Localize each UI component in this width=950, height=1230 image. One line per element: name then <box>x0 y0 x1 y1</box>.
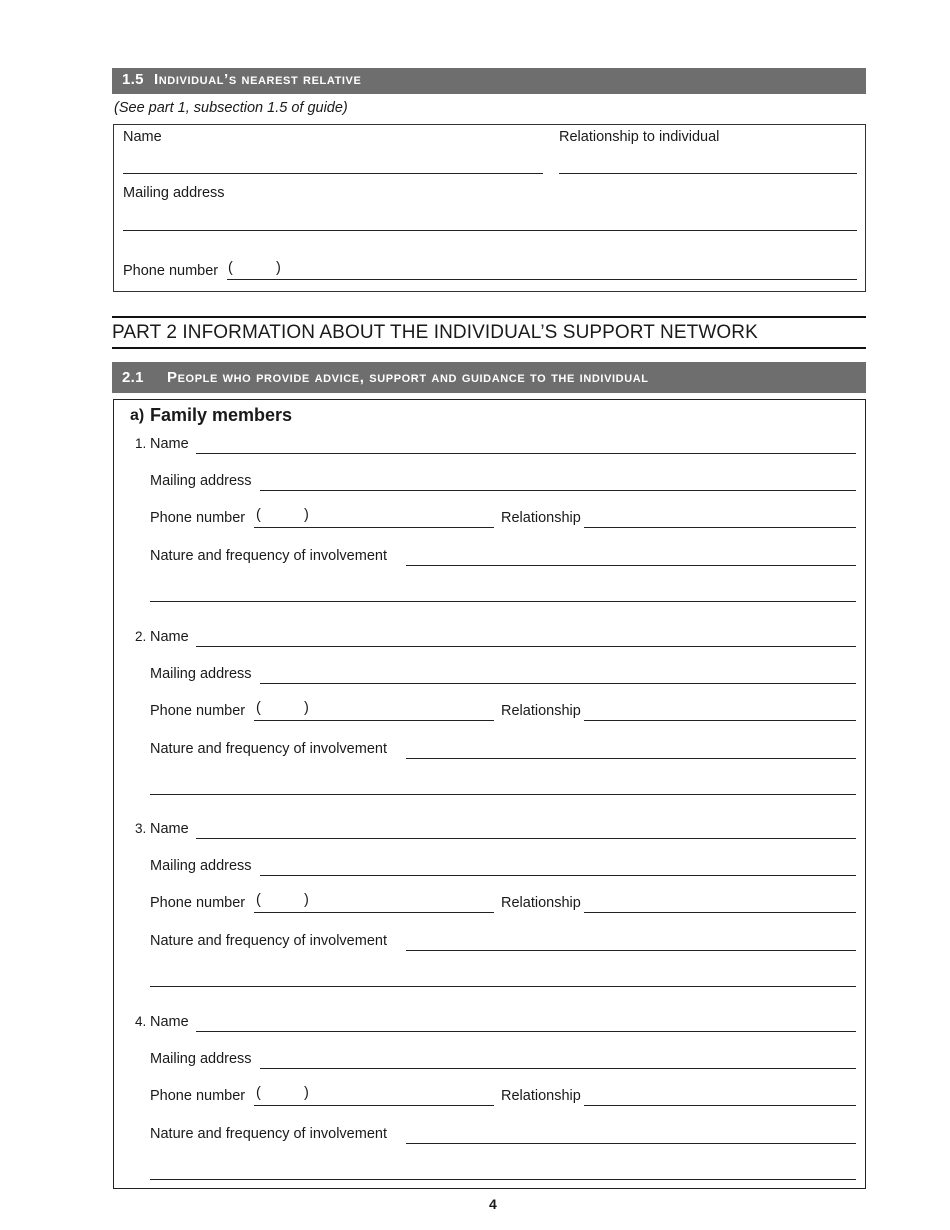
involvement-field[interactable] <box>406 565 856 566</box>
part2-heading: PART 2 INFORMATION ABOUT THE INDIVIDUAL’S SUPPORT NETWORK <box>112 322 758 343</box>
phone-label: Phone number <box>150 510 246 526</box>
section-number: 1.5 <box>122 71 144 88</box>
relationship-field[interactable] <box>584 912 856 913</box>
mailing-address-field[interactable] <box>260 683 856 684</box>
name-field[interactable] <box>196 838 856 839</box>
family-members-form <box>113 399 866 1189</box>
section-title: People who provide advice, support and guidance to the individual <box>167 369 649 386</box>
area-code-close-paren: ) <box>304 507 309 523</box>
part2-top-rule <box>112 316 866 318</box>
section-title: Individual’s nearest relative <box>154 71 362 88</box>
phone-field[interactable] <box>254 527 494 528</box>
mailing-address-field[interactable] <box>123 230 857 231</box>
mailing-address-label: Mailing address <box>150 665 252 682</box>
guide-note: (See part 1, subsection 1.5 of guide) <box>114 100 348 116</box>
involvement-field-continued[interactable] <box>150 986 856 987</box>
relationship-field[interactable] <box>584 720 856 721</box>
name-field[interactable] <box>196 453 856 454</box>
mailing-address-field[interactable] <box>260 875 856 876</box>
phone-label: Phone number <box>150 702 246 719</box>
relationship-label: Relationship <box>501 510 581 526</box>
involvement-field[interactable] <box>406 950 856 951</box>
name-field[interactable] <box>196 1031 856 1032</box>
subsection-title: Family members <box>150 405 293 425</box>
name-field[interactable] <box>196 646 856 647</box>
entry-number: 2. <box>135 628 147 644</box>
name-label: Name <box>123 129 162 145</box>
mailing-address-label: Mailing address <box>123 185 225 201</box>
mailing-address-label: Mailing address <box>150 473 252 489</box>
mailing-address-label: Mailing address <box>150 858 252 874</box>
involvement-label: Nature and frequency of involvement <box>150 740 387 757</box>
phone-field[interactable] <box>254 912 494 913</box>
phone-label: Phone number <box>150 1087 246 1104</box>
entry-number: 1. <box>135 436 147 451</box>
involvement-label: Nature and frequency of involvement <box>150 548 387 564</box>
phone-label: Phone number <box>150 895 246 911</box>
part2-bottom-rule <box>112 347 866 349</box>
subsection-letter: a) <box>130 407 145 424</box>
area-code-close-paren: ) <box>304 892 309 908</box>
section-number: 2.1 <box>122 369 144 386</box>
area-code-open-paren: ( <box>228 260 233 276</box>
mailing-address-field[interactable] <box>260 490 856 491</box>
involvement-field-continued[interactable] <box>150 1179 856 1180</box>
phone-field[interactable] <box>227 279 857 280</box>
area-code-open-paren: ( <box>256 1084 261 1101</box>
name-label: Name <box>150 1013 189 1030</box>
section-header-2-1 <box>112 362 866 393</box>
relationship-field[interactable] <box>584 527 856 528</box>
section-header-1-5 <box>112 68 866 94</box>
area-code-open-paren: ( <box>256 892 261 908</box>
area-code-close-paren: ) <box>304 699 309 716</box>
involvement-field-continued[interactable] <box>150 601 856 602</box>
involvement-label: Nature and frequency of involvement <box>150 1125 387 1142</box>
phone-field[interactable] <box>254 1105 494 1106</box>
entry-number: 3. <box>135 821 147 836</box>
area-code-close-paren: ) <box>276 260 281 276</box>
involvement-field-continued[interactable] <box>150 794 856 795</box>
phone-label: Phone number <box>123 263 219 279</box>
name-label: Name <box>150 436 189 452</box>
involvement-field[interactable] <box>406 1143 856 1144</box>
nearest-relative-form <box>113 124 866 292</box>
relationship-label: Relationship <box>501 702 581 719</box>
involvement-label: Nature and frequency of involvement <box>150 933 387 949</box>
name-label: Name <box>150 821 189 837</box>
page-number: 4 <box>489 1196 497 1212</box>
mailing-address-field[interactable] <box>260 1068 856 1069</box>
name-field[interactable] <box>123 173 543 174</box>
relationship-label: Relationship to individual <box>559 129 720 145</box>
area-code-close-paren: ) <box>304 1084 309 1101</box>
relationship-field[interactable] <box>559 173 857 174</box>
relationship-field[interactable] <box>584 1105 856 1106</box>
phone-field[interactable] <box>254 720 494 721</box>
entry-number: 4. <box>135 1013 147 1029</box>
relationship-label: Relationship <box>501 895 581 911</box>
name-label: Name <box>150 628 189 645</box>
area-code-open-paren: ( <box>256 699 261 716</box>
area-code-open-paren: ( <box>256 507 261 523</box>
involvement-field[interactable] <box>406 758 856 759</box>
relationship-label: Relationship <box>501 1087 581 1104</box>
mailing-address-label: Mailing address <box>150 1050 252 1067</box>
